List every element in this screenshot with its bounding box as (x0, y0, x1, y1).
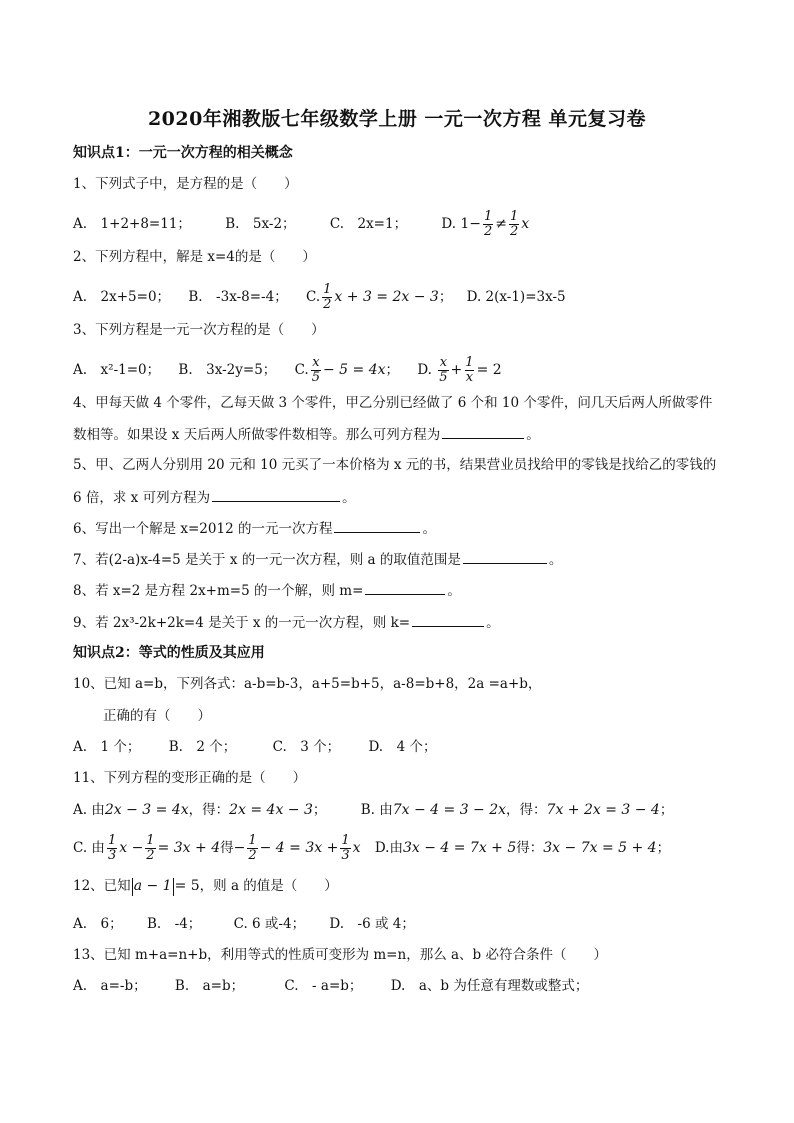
q10-option-d: D. 4 个； (368, 739, 437, 755)
fraction: $\frac{x}{5}$ (311, 355, 320, 385)
fraction: $\frac{1}{2}$ (146, 833, 155, 863)
question-6: 6、写出一个解是 x=2012 的一元一次方程 。 (73, 518, 436, 539)
question-2-stem: 2、下列方程中，解是 x=4的是（ ） (73, 249, 316, 265)
q11-option-d: D.由3x − 4 = 7x + 5得：3x − 7x = 5 + 4； (374, 840, 671, 856)
question-11-stem: 11、下列方程的变形正确的是（ ） (73, 770, 307, 786)
q3-option-c: C. $\frac{x}{5}$ − 5 = 4x； (294, 355, 400, 385)
fraction: $\frac{x}{5}$ (439, 355, 448, 385)
fraction: $\frac{1}{3}$ (107, 833, 117, 863)
q13-option-b: B. a=b； (174, 978, 245, 994)
answer-blank[interactable] (212, 487, 340, 502)
absolute-value-bar (173, 878, 174, 896)
question-1-stem: 1、下列式子中，是方程的是（ ） (73, 176, 298, 192)
question-9: 9、若 2x³-2k+2k=4 是关于 x 的一元一次方程，则 k= 。 (73, 612, 500, 633)
q2-option-d: D. 2(x-1)=3x-5 (466, 289, 566, 305)
q12-option-c: C. 6 或-4； (233, 916, 306, 932)
answer-blank[interactable] (334, 518, 420, 533)
q1-option-d: D. 1− $\frac{1}{2}$ ≠ $\frac{1}{2}$ x (441, 209, 530, 239)
fraction: $\frac{1}{2}$ (509, 209, 519, 239)
q1-option-b: B. 5x-2； (225, 216, 296, 232)
fraction: $\frac{1}{3}$ (341, 833, 350, 863)
question-3-options (73, 356, 502, 385)
page-title: 2020年湘教版七年级数学上册 一元一次方程 单元复习卷 (147, 108, 647, 130)
q11-option-c: C. 由 $\frac{1}{3}$ x − $\frac{1}{2}$ = 3x + 4得− $\frac{1}{2}$ − 4 = 3x + $\frac{1}{3}$ x (73, 833, 361, 863)
fraction: $\frac{1}{2}$ (323, 282, 332, 312)
question-4-line-1: 4、甲每天做 4 个零件，乙每天做 3 个零件，甲乙分别已经做了 6 个和 10 个零件，问几天后两人所做零件 (73, 395, 713, 411)
q3-option-a: A. x²-1=0； (73, 362, 161, 378)
question-10-stem: 10、已知 a=b，下列各式：a-b=b-3，a+5=b+5，a-8=b+8，2a =a+b， (73, 676, 542, 692)
q13-option-d: D. a、b 为任意有理数或整式； (390, 978, 589, 994)
question-12-stem: 12、已知 a − 1 = 5，则 a 的值是（ ） (73, 878, 338, 894)
q11-option-a: A. 由2x − 3 = 4x，得：2x = 4x − 3； (73, 802, 327, 818)
q2-option-a: A. 2x+5=0； (73, 289, 171, 305)
q2-option-b: B. -3x-8=-4； (188, 289, 288, 305)
q1-option-c: C. 2x=1； (329, 216, 408, 232)
q11-option-b: B. 由7x − 4 = 3 − 2x，得：7x + 2x = 3 − 4； (360, 802, 674, 818)
q12-option-a: A. 6； (73, 916, 123, 932)
q2-option-c: C. $\frac{1}{2}$ x + 3 = 2x − 3； (306, 282, 453, 312)
question-1-options (73, 210, 529, 239)
question-11-options-ab (73, 800, 673, 820)
question-5-line-1: 5、甲、乙两人分别用 20 元和 10 元买了一本价格为 x 元的书，结果营业员找给甲的零钱是找给乙的零钱的 (73, 457, 717, 473)
section-heading-2: 知识点2：等式的性质及其应用 (73, 645, 265, 661)
section-heading-1: 知识点1：一元一次方程的相关概念 (73, 145, 293, 161)
question-13-options (73, 976, 588, 996)
absolute-value-bar (132, 878, 133, 896)
question-8: 8、若 x=2 是方程 2x+m=5 的一个解，则 m= 。 (73, 580, 461, 601)
q1-option-a: A. 1+2+8=11； (73, 216, 191, 232)
question-5-line-2: 6 倍，求 x 可列方程为 。 (73, 487, 356, 508)
q3-option-d: D. $\frac{x}{5}$ + $\frac{1}{x}$ = 2 (417, 355, 502, 385)
q10-option-b: B. 2 个； (168, 739, 237, 755)
q10-option-a: A. 1 个； (73, 739, 141, 755)
question-13-stem: 13、已知 m+a=n+b，利用等式的性质可变形为 m=n，那么 a、b 必符合条件（ ） (73, 947, 607, 963)
answer-blank[interactable] (442, 424, 524, 439)
question-4-line-2: 数相等。如果设 x 天后两人所做零件数相等。那么可列方程为 。 (73, 424, 540, 445)
question-11-options-cd (73, 834, 670, 863)
question-2-options (73, 283, 566, 312)
fraction: $\frac{1}{2}$ (248, 833, 257, 863)
q10-option-c: C. 3 个； (272, 739, 341, 755)
answer-blank[interactable] (412, 612, 484, 627)
question-12-options (73, 914, 415, 934)
q13-option-c: C. - a=b； (284, 978, 363, 994)
answer-blank[interactable] (463, 549, 547, 564)
q12-option-d: D. -6 或 4； (329, 916, 415, 932)
q13-option-a: A. a=-b； (73, 978, 147, 994)
fraction: $\frac{1}{2}$ (483, 209, 493, 239)
q3-option-b: B. 3x-2y=5； (178, 362, 277, 378)
question-3-stem: 3、下列方程是一元一次方程的是（ ） (73, 322, 325, 338)
question-10-stem-2: 正确的有（ ） (103, 708, 211, 724)
question-10-options (73, 737, 436, 757)
question-7: 7、若(2-a)x-4=5 是关于 x 的一元一次方程，则 a 的取值范围是 。 (73, 549, 562, 570)
q12-option-b: B. -4； (146, 916, 202, 932)
answer-blank[interactable] (365, 580, 445, 595)
fraction: $\frac{1}{x}$ (465, 355, 474, 385)
